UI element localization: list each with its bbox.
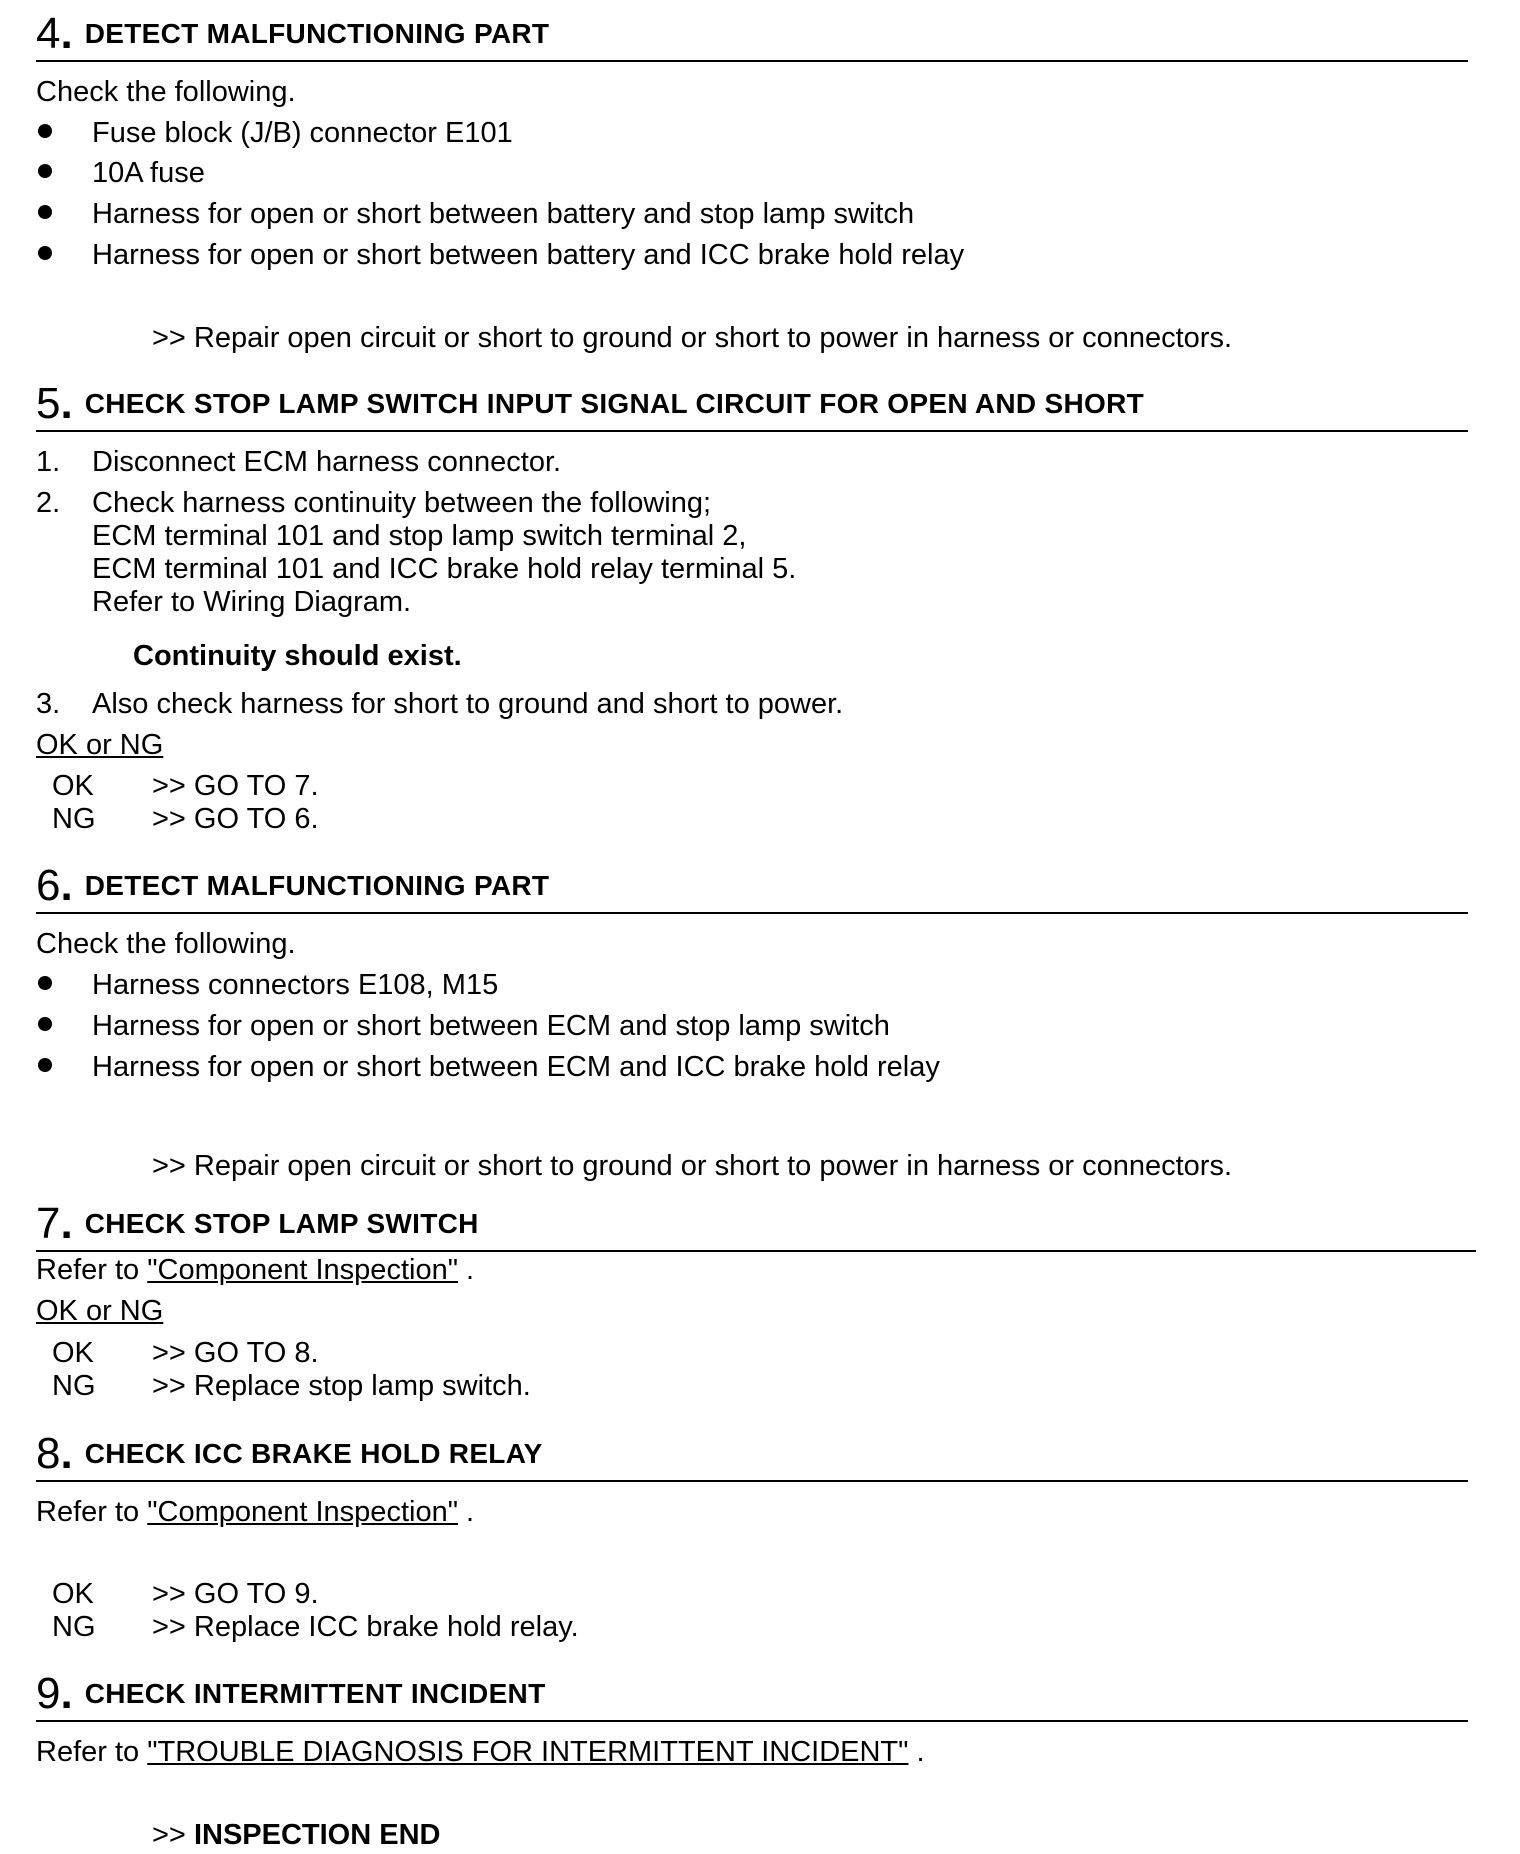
step-title: CHECK INTERMITTENT INCIDENT [84, 1678, 546, 1709]
result-ng: NG >> GO TO 6. [52, 803, 319, 835]
list-item: Harness for open or short between battery and ICC brake hold relay [36, 238, 964, 272]
step-5-header [36, 364, 1468, 432]
refer-line: Refer to "TROUBLE DIAGNOSIS FOR INTERMITTENT INCIDENT" . [36, 1736, 925, 1768]
step-8-header [36, 1412, 1468, 1482]
step-number: 9. [36, 1669, 73, 1718]
trouble-diagnosis-link[interactable]: "TROUBLE DIAGNOSIS FOR INTERMITTENT INCIDENT" [147, 1736, 909, 1768]
step-number: 8. [36, 1429, 73, 1478]
ok-ng-label: OK or NG [36, 729, 164, 761]
bullet-icon [38, 246, 52, 260]
refer-line: Refer to "Component Inspection" . [36, 1496, 475, 1528]
bullet-icon [38, 976, 52, 990]
component-inspection-link[interactable]: "Component Inspection" [147, 1254, 458, 1286]
step-4-header [36, 0, 1468, 62]
refer-line: Refer to "Component Inspection" . [36, 1254, 475, 1286]
step-number: 5. [36, 379, 73, 428]
step-4-action: >> Repair open circuit or short to ground or short to power in harness or connectors. [152, 322, 1233, 354]
step-title: DETECT MALFUNCTIONING PART [84, 870, 550, 901]
bullet-icon [38, 205, 52, 219]
step-title: DETECT MALFUNCTIONING PART [84, 18, 550, 49]
bullet-icon [38, 124, 52, 138]
step-9-header [36, 1652, 1468, 1722]
bullet-icon [38, 1017, 52, 1031]
result-ok: OK >> GO TO 7. [52, 770, 319, 802]
list-item: 10A fuse [36, 156, 205, 190]
numbered-item-1: 1. Disconnect ECM harness connector. [36, 446, 562, 478]
continuity-note: Continuity should exist. [133, 640, 462, 672]
list-item: Harness connectors E108, M15 [36, 968, 498, 1002]
result-ng: NG >> Replace ICC brake hold relay. [52, 1611, 579, 1643]
step-4-intro: Check the following. [36, 76, 296, 108]
list-item: Harness for open or short between ECM and ICC brake hold relay [36, 1050, 940, 1084]
list-item: Harness for open or short between ECM and stop lamp switch [36, 1009, 890, 1043]
inspection-end: >> INSPECTION END [152, 1819, 441, 1851]
step-7-header [36, 1192, 1476, 1252]
step-number: 4. [36, 9, 73, 58]
step-number: 7. [36, 1199, 73, 1248]
component-inspection-link[interactable]: "Component Inspection" [147, 1496, 458, 1528]
bullet-icon [38, 1058, 52, 1072]
step-number: 6. [36, 861, 73, 910]
step-title: CHECK STOP LAMP SWITCH [84, 1208, 479, 1239]
ok-ng-label: OK or NG [36, 1295, 164, 1327]
step-6-intro: Check the following. [36, 928, 296, 960]
bullet-icon [38, 164, 52, 178]
result-ok: OK >> GO TO 8. [52, 1337, 319, 1369]
list-item: Fuse block (J/B) connector E101 [36, 116, 513, 150]
step-title: CHECK STOP LAMP SWITCH INPUT SIGNAL CIRCUIT FOR OPEN AND SHORT [84, 388, 1145, 419]
result-ng: NG >> Replace stop lamp switch. [52, 1370, 531, 1402]
numbered-item-2: 2. Check harness continuity between the following; ECM terminal 101 and stop lamp switch terminal 2, ECM terminal 101 and ICC brake hold relay terminal 5. Refer to Wiring Diagram. [36, 487, 797, 618]
list-item: Harness for open or short between battery and stop lamp switch [36, 197, 914, 231]
step-6-action: >> Repair open circuit or short to ground or short to power in harness or connectors. [152, 1150, 1233, 1182]
step-6-header [36, 844, 1468, 914]
numbered-item-3: 3. Also check harness for short to ground and short to power. [36, 688, 844, 720]
result-ok: OK >> GO TO 9. [52, 1578, 319, 1610]
step-title: CHECK ICC BRAKE HOLD RELAY [84, 1438, 543, 1469]
